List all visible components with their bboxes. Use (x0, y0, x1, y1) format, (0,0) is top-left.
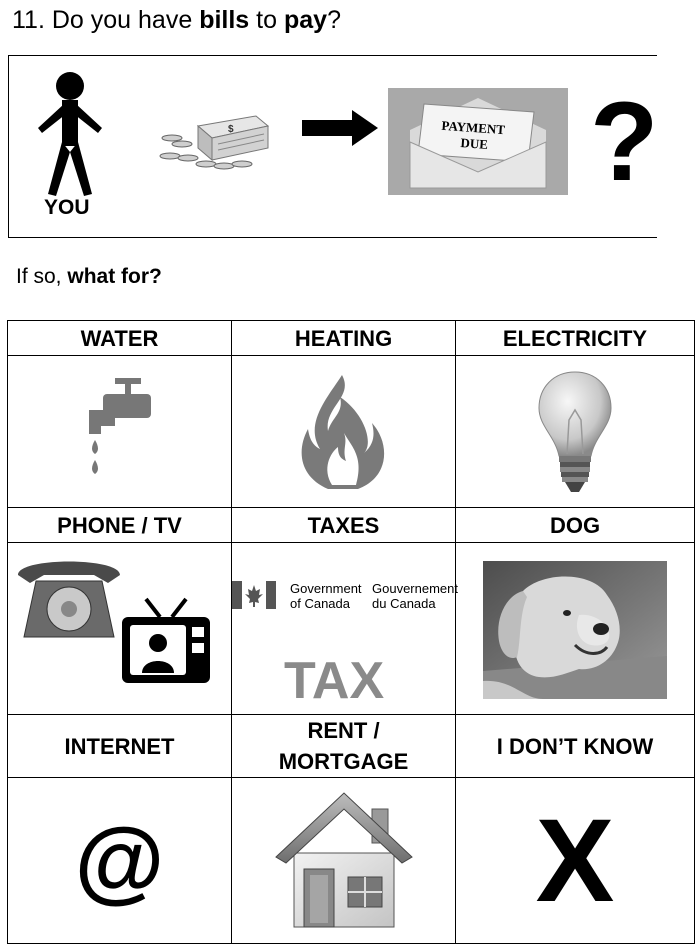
faucet-icon (85, 376, 155, 488)
tax-word: TAX (284, 652, 385, 710)
arrow-right-icon (302, 108, 380, 148)
label-dont-know: I DON’T KNOW (456, 715, 695, 778)
gov-en: Government of Canada (290, 581, 362, 611)
label-heating: HEATING (232, 321, 456, 356)
canada-flag-icon (232, 581, 276, 609)
taxes-cell (232, 543, 456, 715)
water-cell (8, 356, 232, 508)
label-rent-mortgage: RENT / MORTGAGE (232, 715, 456, 778)
dog-photo (483, 561, 667, 699)
at-symbol: @ (74, 809, 165, 912)
x-symbol: X (535, 794, 615, 927)
question-title: 11. Do you have bills to pay? (12, 6, 341, 34)
label-taxes: TAXES (232, 508, 456, 543)
you-label: YOU (44, 196, 90, 219)
television-icon (120, 597, 212, 687)
dollar-sign: $ (228, 124, 234, 135)
dog-cell (456, 543, 695, 715)
electricity-cell (456, 356, 695, 508)
internet-cell (8, 778, 232, 944)
rent-cell (232, 778, 456, 944)
payment-due-line2: DUE (460, 135, 489, 152)
label-electricity: ELECTRICITY (456, 321, 695, 356)
label-phone-tv: PHONE / TV (8, 508, 232, 543)
sub-question: If so, what for? (16, 265, 162, 288)
label-dog: DOG (456, 508, 695, 543)
bills-grid (7, 320, 695, 944)
question-mark: ? (590, 79, 659, 204)
envelope-icon (388, 88, 568, 195)
question-number: 11. (12, 6, 45, 34)
label-internet: INTERNET (8, 715, 232, 778)
payment-due-line1: PAYMENT (441, 117, 506, 138)
label-water: WATER (8, 321, 232, 356)
money-icon (158, 112, 270, 172)
heating-cell (232, 356, 456, 508)
stick-figure-icon (34, 70, 106, 198)
house-icon (274, 791, 414, 931)
phone-tv-cell (8, 543, 232, 715)
gov-fr: Gouvernement du Canada (372, 581, 458, 611)
light-bulb-icon (535, 370, 615, 494)
dont-know-cell (456, 778, 695, 944)
flame-icon (294, 373, 394, 491)
telephone-icon (16, 555, 122, 641)
